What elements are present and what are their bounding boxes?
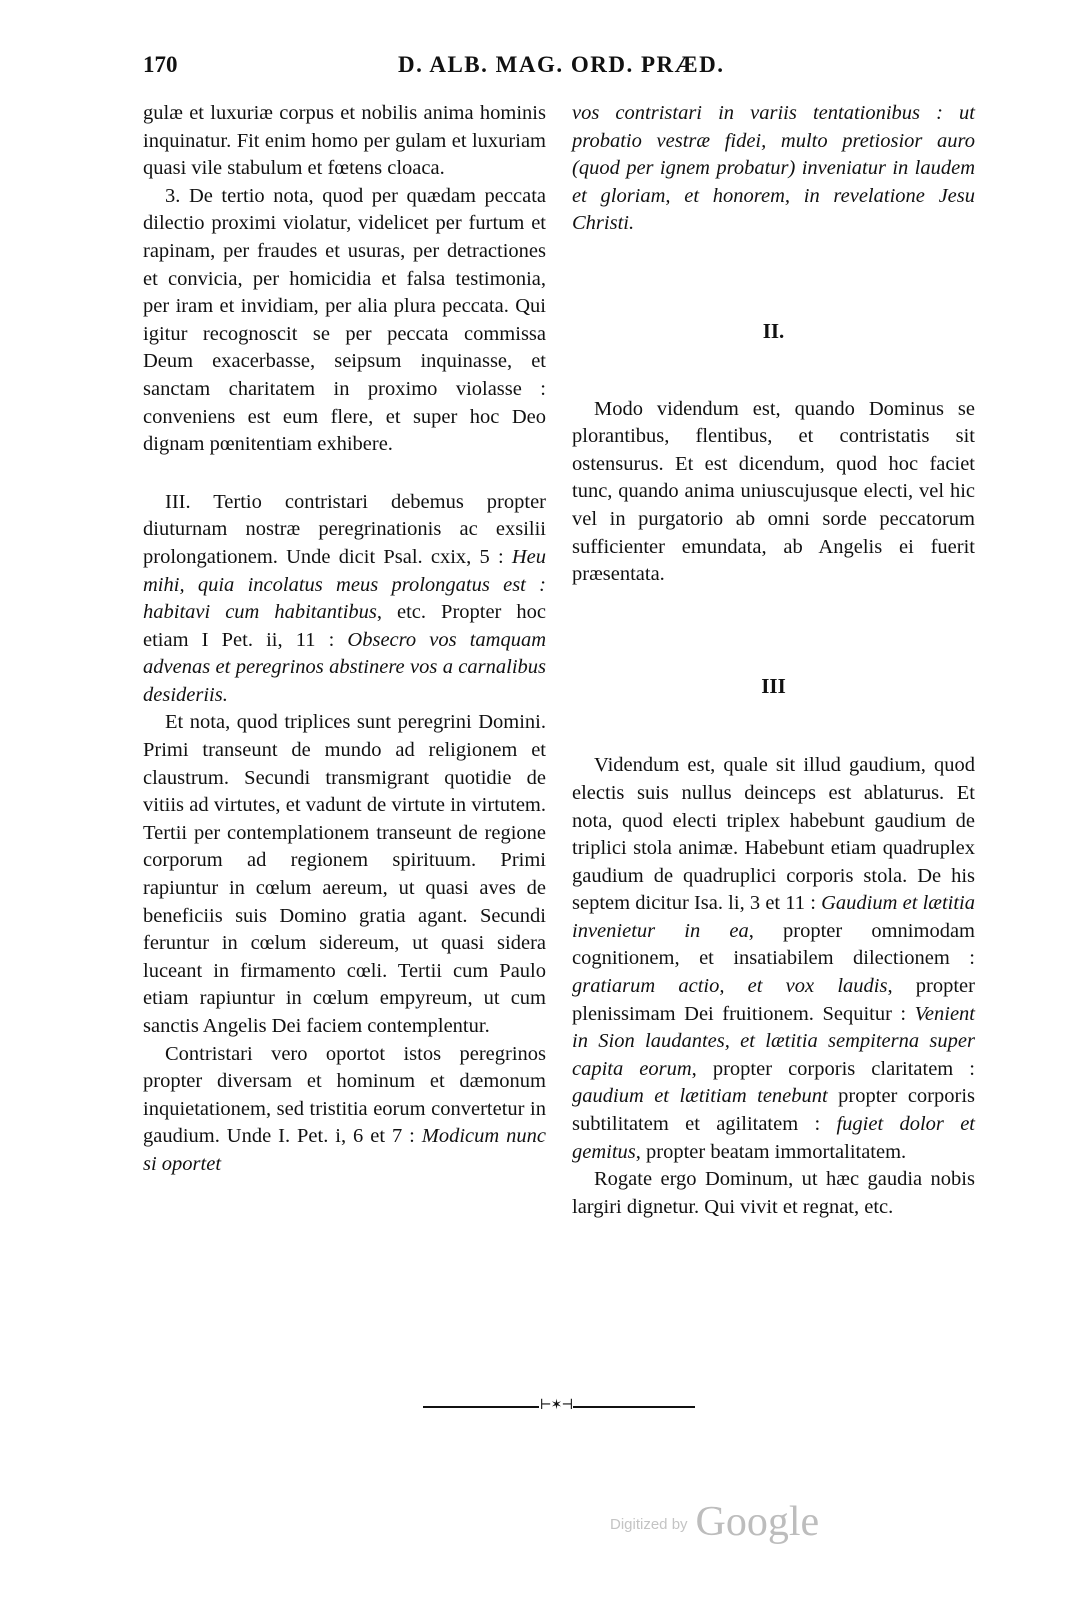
scripture-quote: gratiarum actio, et vox laudis [572,975,888,998]
text-run: Videndum est, quale sit illud gaudium, quod electis suis nullus deinceps est ablaturus. Et nota, quod electi triplex habebunt gaudium de triplici stola animæ. Habebunt etiam quadruplex gaudium de quadruplici corporis stola. De his septem dicitur Isa. li, 3 et 11 : [572,754,975,915]
text-run: , propter beatam immortalitatem. [635,1140,907,1163]
running-head: D. ALB. MAG. ORD. PRÆD. [398,52,725,77]
ornament-rule-left [423,1406,539,1408]
ornament-rule-right [573,1406,695,1408]
left-paragraph-2: 3. De tertio nota, quod per quædam peccata dilectio proximi violatur, videlicet per furtum et rapinam, per fraudes et usuras, per detractiones et convicia, per homicidia et falsa testimonia, per iram et invidiam, per alia plura peccata. Qui igitur recognoscit se per peccata commissa Deum exacerbasse, seipsum inquinasse, et sanctam charitatem in proximo violasse : conveniens est eum flere, et super hoc Deo dignam pœnitentiam exhibere. [143,184,546,456]
scripture-quote: Venient in Sion laudantes, et lætitia sempiterna super capita eorum [572,1002,975,1080]
left-paragraph-5 [143,1041,546,1179]
right-paragraph-3 [572,752,975,1166]
text-run: , propter corporis claritatem : [691,1057,975,1080]
left-paragraph-1: gulæ et luxuriæ corpus et nobilis anima hominis inquinatur. Fit enim homo per gulam et luxuriam quasi vile stabulum et fœtens cloaca. [143,102,546,180]
scripture-quote: Modicum nunc si oportet [143,1125,546,1175]
scripture-quote: fugiet dolor et gemitus [572,1113,975,1163]
page-number: 170 [143,52,178,77]
page-header [0,52,1076,88]
text-run: Contristari vero oportot istos peregrinos propter diversam et hominum et dæmonum inquietationem, sed tristitia eorum convertetur in gaudium. Unde I. Pet. i, 6 et 7 : [143,1042,546,1148]
right-paragraph-2: Modo videndum est, quando Dominus se plorantibus, flentibus, et contristatis sit ostensurus. Et est dicendum, quod hoc faciet tunc, quando anima uniuscujusque electi, vel hic vel in purgatorio ab omni sorde peccatorum sufficienter emundata, ab Angelis ei fuerit præsentata. [572,397,975,586]
google-logo-text: Google [695,1499,820,1545]
end-ornament [423,1396,695,1416]
text-run: III. Tertio contristari debemus propter diuturnam nostræ peregrinationis ac exsilii prolongationem. Unde dicit Psal. cxix, 5 : [143,490,546,568]
left-paragraph-4: Et nota, quod triplices sunt peregrini Domini. Primi transeunt de mundo ad religionem et claustrum. Secundi transmigrant quotidie de vitiis ad virtutes, et vadunt de virtute in virtutem. Tertii per contemplationem transeunt de regione corporum ad regionem spirituum. Primi rapiuntur in cœlum aereum, ut quasi aves de beneficiis suis Domino gratia agant. Secundi feruntur in cœlum sidereum, ut quasi sidera luceant in firmamento cœli. Tertii cum Paulo etiam rapiuntur in cœlum empyreum, ut cum sanctis Angelis Dei faciem contemplentur. [143,711,546,1037]
left-column [143,100,546,1179]
text-run: propter corporis subtilitatem et agilitatem : [572,1085,976,1136]
digitized-watermark [610,1498,819,1548]
right-paragraph-4: Rogate ergo Dominum, ut hæc gaudia nobis largiri dignetur. Qui vivit et regnat, etc. [572,1168,975,1218]
text-run: , etc. Propter hoc etiam I Pet. ii, 11 : [143,601,546,651]
left-paragraph-3 [143,489,546,710]
scripture-quote: gaudium et lætitiam tenebunt [572,1085,828,1108]
scripture-quote: Obsecro vos tamquam advenas et peregrinos abstinere vos a carnalibus desideriis. [143,628,546,706]
text-run: , propter plenissimam Dei fruitionem. Sequitur : [572,975,975,1025]
scripture-quote: Heu mihi, quia incolatus meus prolongatus est : habitavi cum habitantibus [143,545,546,624]
right-paragraph-1: vos contristari in variis tentationibus : ut probatio vestræ fidei, multo pretiosior auro (quod per ignem probatur) inveniatur in laudem et gloriam, et honorem, in revelatione Jesu Christi. [572,102,975,235]
watermark-caption: Digitized by [610,1516,688,1533]
section-heading-ii: II. [762,318,785,343]
ornament-icon: ⊢✶⊣ [539,1398,573,1413]
scripture-quote: Gaudium et lætitia invenietur in ea [572,892,976,942]
text-run: , propter omnimodam cognitionem, et insatiabilem dilectionem : [572,919,975,970]
section-heading-iii: III [761,673,786,698]
right-column [572,100,975,1221]
